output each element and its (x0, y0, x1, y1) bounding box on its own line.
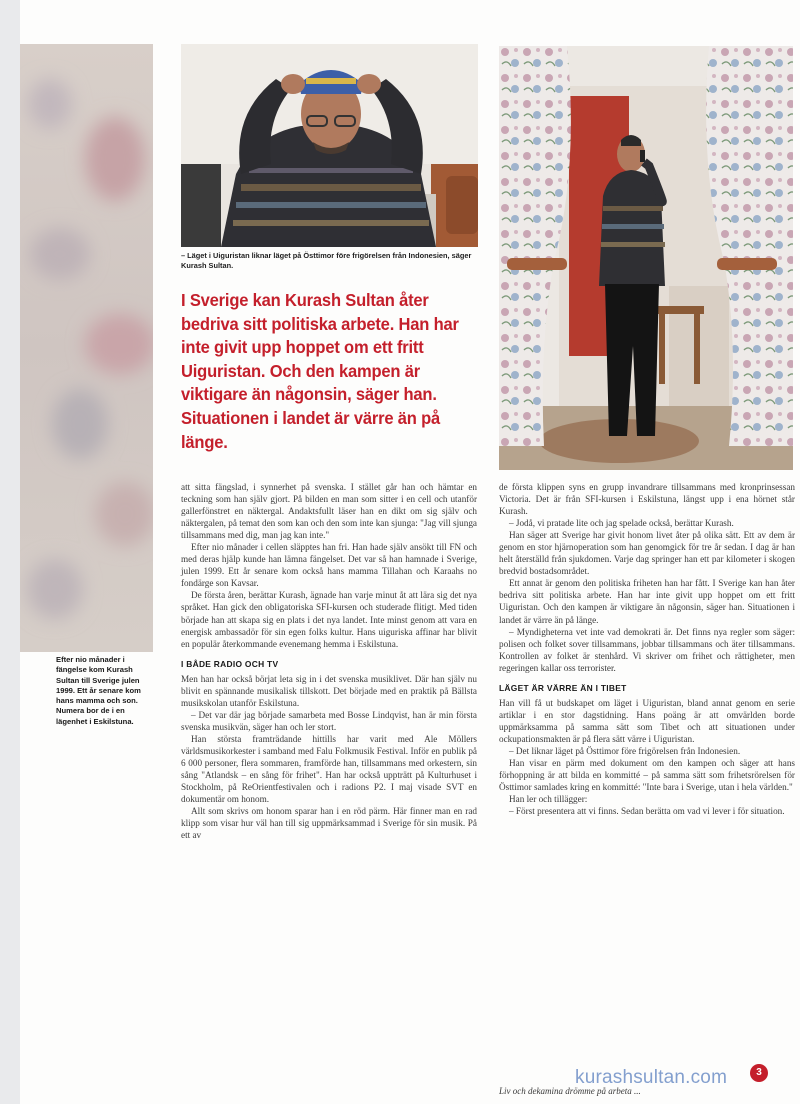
man-on-phone-in-doorway-photo (499, 46, 793, 470)
paragraph: Allt som skrivs om honom sparar han i en röd pärm. Här finner man en rad klipp som visar hur väl han till sig uppmärksammad i Sverige för sin musik. På ett av (181, 806, 477, 841)
paragraph: – Först presentera att vi finns. Sedan berätta om vad vi lever i för situation. (509, 806, 785, 817)
paragraph: Han vill få ut budskapet om läget i Uiguristan, bland annat genom en serie artiklar i en stor dagstidning. Hans poäng är att omvärlden borde uppmärksamma på samma sätt som Tibet och att situationen under ockupationsmakten är på flera sätt värre i Uiguristan. (499, 697, 795, 744)
paragraph: – Det liknar läget på Östtimor före frigörelsen från Indonesien. (509, 745, 741, 756)
paragraph: Efter nio månader i cellen släpptes han fri. Han hade själv ansökt till FN och med deras hjälp kunde han lämna fängelset. Det var så han hamnade i Sverige, julen 1999. Ett år senare kom också hans mamma Tillahan och Karaahs no fondärge son Kavsar. (181, 542, 477, 589)
pull-quote: I Sverige kan Kurash Sultan åter bedriva sitt politiska arbete. Han har inte givit upp hoppet om ett fritt Uiguristan. Och den kampen är viktigare än någonsin, säger han. Situationen i landet är värre än på länge. (181, 290, 459, 452)
paragraph: – Jodå, vi pratade lite och jag spelade också, berättar Kurash. (509, 518, 734, 529)
paragraph: att sitta fängslad, i synnerhet på svenska. I stället går han och hämtar en teckning som han själv gjort. På bilden en man som sitter i en cell och utanför gallerfönstret en näktergal. Andaktsfullt läser han en dikt om sig själv och näktergalen, på temat den som kan och den som inte kan sjunga: "Jag vill sjunga tillsammans med dig, man jag kan inte." (181, 482, 477, 541)
photo-caption: – Läget i Uiguristan liknar läget på Östtimor före frigörelsen från Indonesien, säger Kurash Sultan. (181, 251, 472, 270)
paragraph: Han största framträdande hittills har varit med Ale Möllers världsmusikorkester i samband med Falu Folkmusik Festival. Inför en publik på 6 000 personer, flera sommaren, framförde han, tillsammans med orkestern, sin sång "Atlandsk – en sång för frihet". Han har också uppträtt på Kulturhuset i Stockholm, på ReOrientfestivalen och i radions P2. I maj visade SVT en dokumentär om honom. (181, 733, 477, 805)
paragraph: Han visar en pärm med dokument om den kampen och säger att hans förhoppning är att bilda en kommitté – på samma sätt som frihetsrörelsen för Östtimor samlades kring en kommitté: "Inte bara i Sverige, utan i hela världen." (499, 758, 795, 793)
side-photo-caption: Efter nio månader i fängelse kom Kurash Sultan till Sverige julen 1999. Ett år senare kom hans mamma och son. Numera bor de i en lägenhet i Eskilstuna. (56, 655, 141, 726)
paragraph: Ett annat är genom den politiska friheten han har fått. I Sverige kan han åter bedriva sitt politiska arbete. Han har inte givit upp hoppet om ett fritt Uiguristan. Och den kampen är viktigare än någonsin, säger han. Situationen i landet är värre än på länge. (499, 578, 795, 625)
site-watermark: kurashsultan.com (575, 1067, 728, 1088)
paragraph: Han ler och tillägger: (509, 794, 588, 805)
paragraph: De första åren, berättar Kurash, ägnade han varje minut åt att lära sig det nya språket. Han gick den obligatoriska SFI-kursen och studerade flitigt. Med tiden började han att skapa sig en plats i det nya landet. Inte minst genom att vara en energisk ambassadör för sin egen folks kultur. Hans uiguriska affinar har blivit en populär återkommande evenemang hemma i Eskilstuna. (181, 590, 477, 649)
man-placing-cap-photo (181, 44, 478, 247)
paragraph: – Det var där jag började samarbeta med Bosse Lindqvist, han är min första svenska musikvän, säger han och ler stort. (181, 709, 477, 732)
article-column-right (499, 481, 795, 817)
subheading: LÄGET ÄR VÄRRE ÄN I TIBET (499, 682, 627, 693)
paragraph: Han säger att Sverige har givit honom livet åter på olika sätt. Ett av dem är genom en stor hjärnoperation som han genomgick för tre år sedan. I dag är han helt återställd från sjukdomen. Varje dag springer han ett par kilometer i skogen bredvid bostadsområdet. (499, 530, 795, 577)
article-column-left (181, 481, 477, 841)
subheading: I BÅDE RADIO OCH TV (181, 658, 279, 669)
paragraph: – Myndigheterna vet inte vad demokrati är. Det finns nya regler som säger: polisen och folket sover tillsammans, jobbar tillsammans och äter tillsammans. Kontrollen av folket är stenhård. Vi skriver om frihet och rättigheter, men regeringen kallar oss terrorister. (499, 626, 795, 673)
paragraph: Men han har också börjat leta sig in i det svenska musiklivet. Där han själv nu blivit en spännande musikalisk tillskott. Det började med en praktik på Bällsta musikskolan utanför Eskilstuna. (181, 673, 477, 708)
page-number-badge: 3 (750, 1064, 768, 1082)
page-edge (0, 0, 20, 1104)
paragraph: de första klippen syns en grupp invandrare tillsammans med kronprinsessan Victoria. Det är från SFI-kursen i Eskilstuna, längst upp i ena hörnet står Kurash. (499, 482, 795, 517)
blurred-portrait-photo (20, 44, 153, 652)
footer-teaser: Liv och dekamina drömme på arbeta ... (499, 1086, 641, 1096)
